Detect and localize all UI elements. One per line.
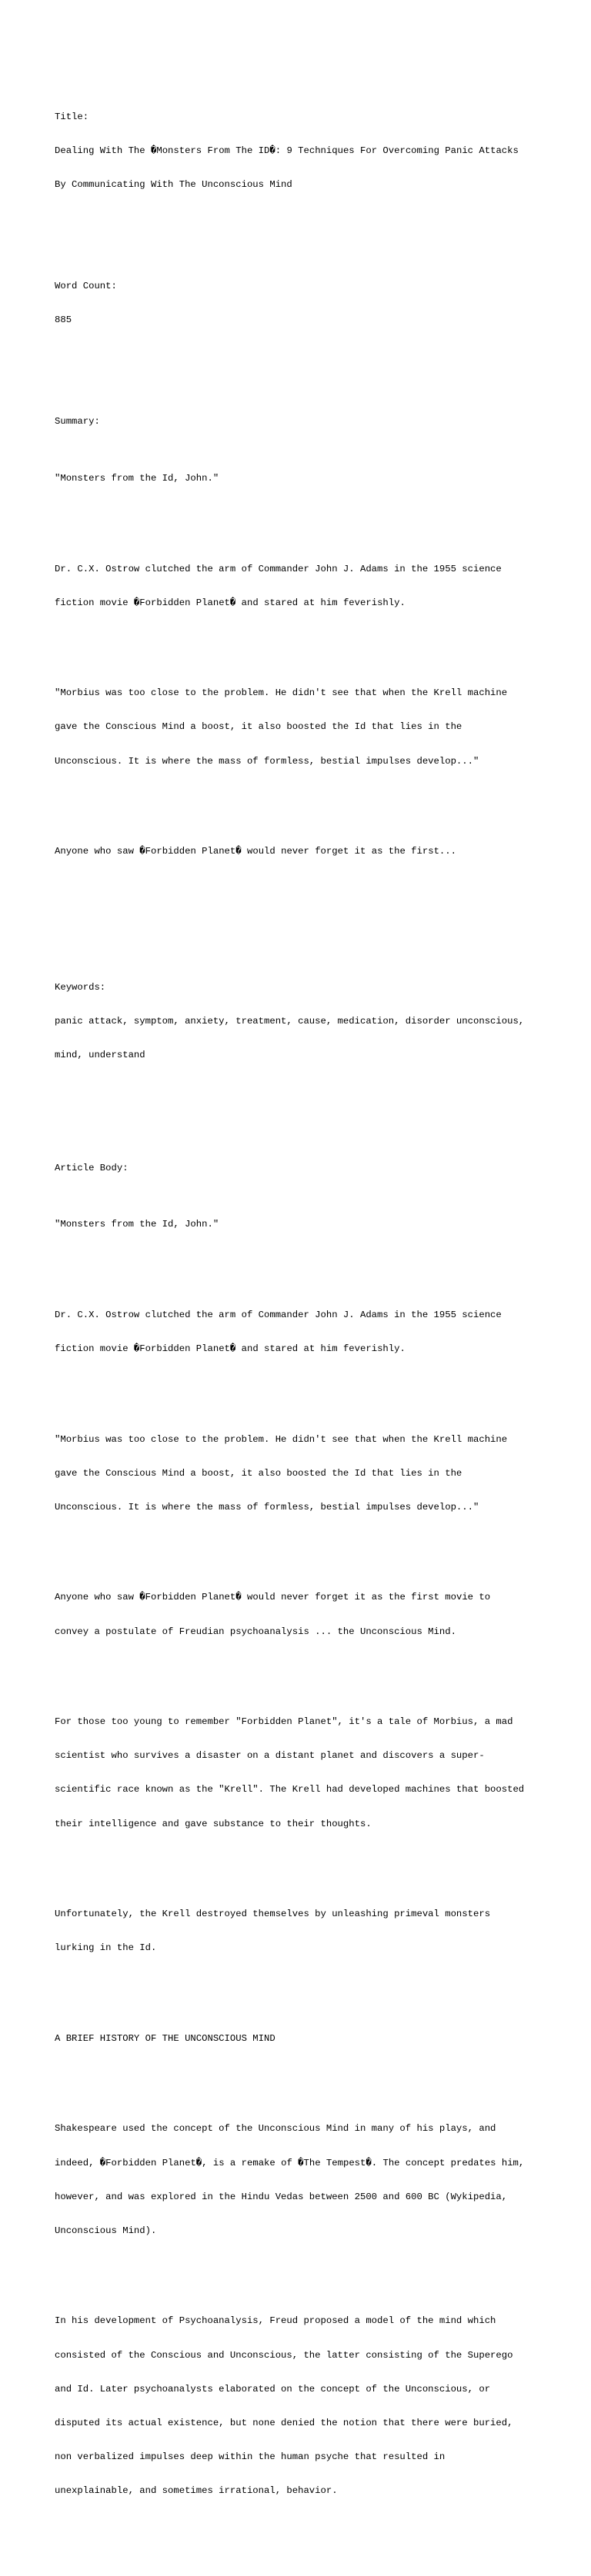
summary-line: Unconscious. It is where the mass of formless, bestial impulses develop..." <box>55 755 479 767</box>
word-count-value: 885 <box>55 315 72 326</box>
body-line: their intelligence and gave substance to their thoughts. <box>55 1818 372 1829</box>
body-line: gave the Conscious Mind a boost, it also boosted the Id that lies in the <box>55 1467 462 1479</box>
body-line: Shakespeare used the concept of the Unconscious Mind in many of his plays, and <box>55 2123 496 2135</box>
keywords-section <box>55 959 563 1083</box>
body-line: "Morbius was too close to the problem. He didn't see that when the Krell machine <box>55 1433 508 1445</box>
article-body-label: Article Body: <box>55 1162 129 1173</box>
body-line: "Monsters from the Id, John." <box>55 1219 219 1230</box>
body-line: Anyone who saw �Forbidden Planet� would never forget it as the first movie to <box>55 1592 491 1603</box>
title-line: Dealing With The �Monsters From The ID�: 9 Techniques For Overcoming Panic Attacks <box>55 145 519 156</box>
word-count-label: Word Count: <box>55 281 117 292</box>
summary-paragraph <box>55 824 563 880</box>
body-line: non verbalized impulses deep within the human psyche that resulted in <box>55 2451 446 2462</box>
summary-line: fiction movie �Forbidden Planet� and stared at him feverishly. <box>55 597 406 608</box>
summary-line: Anyone who saw �Forbidden Planet� would never forget it as the first... <box>55 846 456 857</box>
body-line: Unfortunately, the Krell destroyed themselves by unleashing primeval monsters <box>55 1909 491 1920</box>
body-line: indeed, �Forbidden Planet�, is a remake of �The Tempest�. The concept predates him, <box>55 2157 525 2168</box>
section-heading-text: A BRIEF HISTORY OF THE UNCONSCIOUS MIND <box>55 2032 275 2044</box>
article-body-section <box>55 1140 563 2553</box>
body-line: lurking in the Id. <box>55 1942 157 1954</box>
summary-paragraph <box>55 541 563 631</box>
body-line: disputed its actual existence, but none denied the notion that there were buried, <box>55 2417 513 2428</box>
body-line: and Id. Later psychoanalysts elaborated on the concept of the Unconscious, or <box>55 2383 491 2395</box>
document-page <box>55 55 563 2576</box>
body-line: In his development of Psychoanalysis, Freud proposed a model of the mind which <box>55 2315 496 2327</box>
summary-label: Summary: <box>55 416 100 428</box>
title-label: Title: <box>55 111 89 122</box>
body-line: however, and was explored in the Hindu Vedas between 2500 and 600 BC (Wykipedia, <box>55 2191 508 2202</box>
body-line: convey a postulate of Freudian psychoanalysis ... the Unconscious Mind. <box>55 1626 456 1637</box>
summary-line: "Monsters from the Id, John." <box>55 472 219 484</box>
keywords-label: Keywords: <box>55 981 106 993</box>
summary-paragraph <box>55 665 563 790</box>
keywords-line: mind, understand <box>55 1049 145 1060</box>
keywords-line: panic attack, symptom, anxiety, treatment, cause, medication, disorder unconscious, <box>55 1015 525 1027</box>
body-paragraph <box>55 2101 563 2259</box>
summary-line: Dr. C.X. Ostrow clutched the arm of Commander John J. Adams in the 1955 science <box>55 563 502 574</box>
body-paragraph <box>55 1196 563 1253</box>
body-line: Dr. C.X. Ostrow clutched the arm of Commander John J. Adams in the 1955 science <box>55 1309 502 1320</box>
body-paragraph <box>55 2293 563 2519</box>
body-paragraph <box>55 1694 563 1852</box>
body-paragraph <box>55 1886 563 1977</box>
word-count-section <box>55 258 563 349</box>
body-line: fiction movie �Forbidden Planet� and stared at him feverishly. <box>55 1343 406 1355</box>
body-line: Unconscious Mind). <box>55 2225 157 2236</box>
body-paragraph <box>55 1569 563 1660</box>
body-line: Unconscious. It is where the mass of formless, bestial impulses develop..." <box>55 1501 479 1513</box>
body-paragraph <box>55 1411 563 1536</box>
summary-section <box>55 394 563 925</box>
body-line: scientist who survives a disaster on a distant planet and discovers a super- <box>55 1750 485 1762</box>
title-line: By Communicating With The Unconscious Mind <box>55 178 292 190</box>
summary-line: gave the Conscious Mind a boost, it also boosted the Id that lies in the <box>55 721 462 733</box>
body-paragraph <box>55 1287 563 1378</box>
summary-paragraph <box>55 451 563 508</box>
title-section <box>55 88 563 213</box>
body-line: consisted of the Conscious and Unconscious, the latter consisting of the Superego <box>55 2349 513 2361</box>
body-line: For those too young to remember "Forbidden Planet", it's a tale of Morbius, a mad <box>55 1716 513 1728</box>
body-line: unexplainable, and sometimes irrational, behavior. <box>55 2484 338 2496</box>
body-line: scientific race known as the "Krell". The Krell had developed machines that boosted <box>55 1784 525 1796</box>
section-heading <box>55 2010 563 2067</box>
summary-line: "Morbius was too close to the problem. He didn't see that when the Krell machine <box>55 687 508 699</box>
